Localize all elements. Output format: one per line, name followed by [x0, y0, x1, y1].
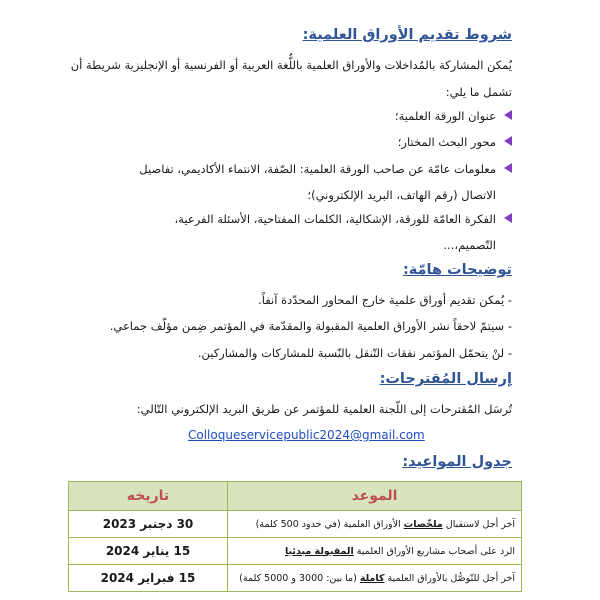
conditions-heading: شروط تقديم الأوراق العلمية:: [302, 27, 512, 43]
submit-heading: إرسال المُقترحات:: [379, 371, 512, 387]
date-cell: 15 فبراير 2024: [69, 565, 228, 592]
deadline-text: آخر أجل للتّوصُّل بالأوراق العلمية: [384, 572, 515, 584]
deadline-text: الرد على أصحاب مشاريع الأوراق العلمية: [353, 545, 515, 557]
notes-heading: توضيحات هامّة:: [402, 262, 512, 278]
bullet-text: محور البحث المختار؛: [397, 135, 496, 149]
list-item: [82, 134, 512, 150]
arrow-bullet-icon: [504, 136, 512, 146]
email-link[interactable]: Colloqueservicepublic2024@gmail.com: [188, 428, 425, 442]
bullet-text: عنوان الورقة العلمية؛: [394, 109, 496, 123]
list-item: [82, 161, 512, 203]
deadline-cell: [228, 511, 522, 538]
deadline-column-header: الموعد: [228, 482, 522, 511]
arrow-bullet-icon: [504, 110, 512, 120]
list-item: - لنْ يتحمّل المؤتمر نفقات التّنقل بالنّسبة للمشاركات والمشاركين.: [197, 346, 512, 360]
arrow-bullet-icon: [504, 213, 512, 223]
table-header-row: [69, 482, 522, 511]
list-item: - يُمكن تقديم أوراق علمية خارج المحاور المحدّدة آنفاً.: [258, 293, 512, 307]
deadline-text: (ما بين: 3000 و 5000 كلمة): [239, 572, 360, 584]
deadline-emphasis: كاملة: [359, 572, 385, 584]
table-row: [69, 511, 522, 538]
intro-line-2: تشمل ما يلي:: [445, 85, 512, 99]
deadline-text: الأوراق العلمية (في حدود 500 كلمة): [255, 518, 404, 530]
date-cell: 15 يناير 2024: [69, 538, 228, 565]
date-column-header: تاريخه: [69, 482, 228, 511]
schedule-heading: جدول المواعيد:: [402, 454, 512, 470]
list-item: - سيتمّ لاحقاً نشر الأوراق العلمية المقبولة والمقدّمة في المؤتمر ضِمن مؤلّف جماعي.: [109, 319, 512, 333]
list-item: [82, 108, 512, 124]
deadline-text: آخر أجل لاستقبال: [442, 518, 515, 530]
bullet-continuation: الاتصال (رقم الهاتف، البريد الإلكتروني)؛: [307, 188, 496, 202]
arrow-bullet-icon: [504, 163, 512, 173]
schedule-table: [68, 481, 522, 592]
table-row: [69, 565, 522, 592]
list-item: [82, 211, 512, 253]
table-row: [69, 538, 522, 565]
intro-line-1: يُمكن المشاركة بالمُداخلات والأوراق العلمية باللُّغة العربية أو الفرنسية أو الإنجليزية شريطة أن: [70, 58, 512, 72]
deadline-cell: [228, 565, 522, 592]
date-cell: 30 دجنبر 2023: [69, 511, 228, 538]
bullet-continuation: التّصميم،...: [443, 238, 496, 252]
deadline-emphasis: ملخّصات: [403, 518, 443, 530]
bullet-text: الفكرة العامّة للورقة، الإشكالية، الكلمات المفتاحية، الأسئلة الفرعية،: [174, 212, 496, 226]
deadline-cell: [228, 538, 522, 565]
bullet-text: معلومات عامّة عن صاحب الورقة العلمية: الصّفة، الانتماء الأكاديمي، تفاصيل: [139, 162, 496, 176]
submit-text: تُرسَل المُقترحات إلى اللّجنة العلمية للمؤتمر عن طريق البريد الإلكتروني التّالي:: [136, 402, 512, 416]
deadline-emphasis: المقبولة مبدئيا: [284, 545, 354, 557]
